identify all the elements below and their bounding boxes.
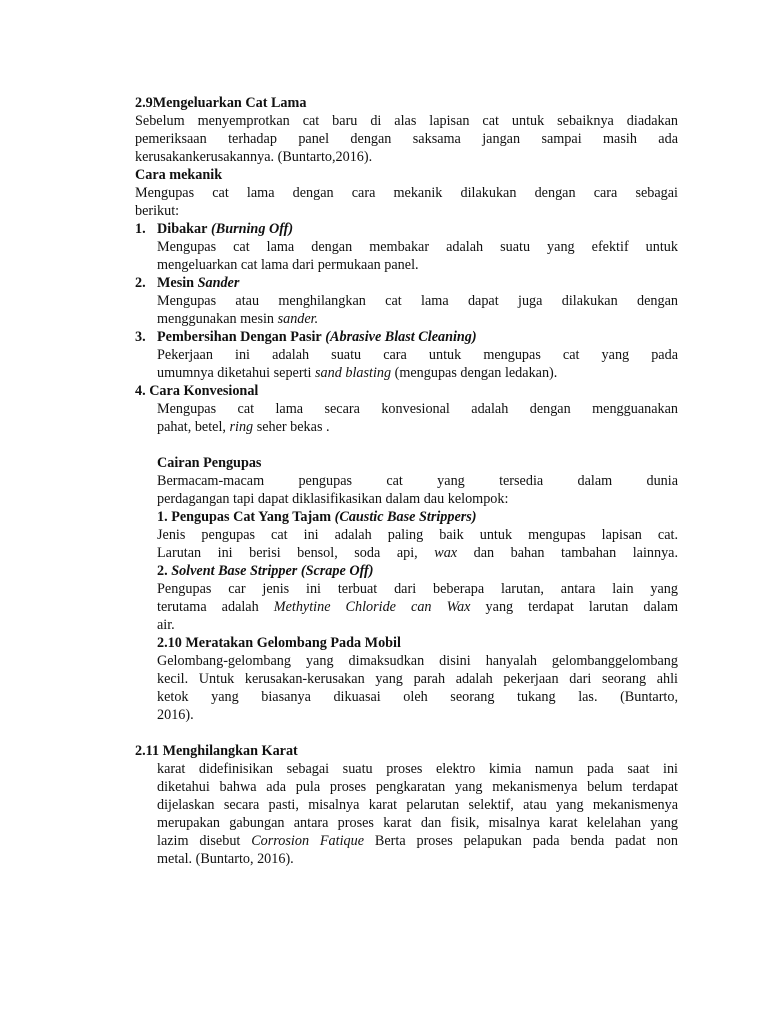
- paragraph-line: Pekerjaan ini adalah suatu cara untuk mengupas cat yang pada: [157, 347, 678, 363]
- paragraph-line: Larutan ini berisi bensol, soda api, wax dan bahan tambahan lainnya.: [157, 545, 679, 561]
- paragraph-line: Gelombang-gelombang yang dimaksudkan disini hanyalah gelombanggelombang: [157, 653, 678, 669]
- paragraph-line: metal. (Buntarto, 2016).: [157, 851, 294, 867]
- paragraph-line: diketahui bahwa ada pula proses pengkaratan yang mekanismenya belum terdapat: [157, 779, 678, 795]
- paragraph-line: kecil. Untuk kerusakan-kerusakan yang parah adalah pekerjaan dari seorang ahli: [157, 671, 678, 687]
- section-heading-2-10: 2.10 Meratakan Gelombang Pada Mobil: [157, 635, 401, 651]
- list-item-title: 1. Pengupas Cat Yang Tajam (Caustic Base Strippers): [157, 509, 477, 525]
- paragraph-line: menggunakan mesin sander.: [157, 311, 319, 327]
- paragraph-line: Mengupas cat lama dengan membakar adalah suatu yang efektif untuk: [157, 239, 678, 255]
- list-number: 1.: [135, 221, 146, 237]
- paragraph-line: dijelaskan secara pasti, misalnya karat pelarutan selektif, atau yang mekanismenya: [157, 797, 678, 813]
- paragraph-line: air.: [157, 617, 175, 633]
- list-item-title: 2. Solvent Base Stripper (Scrape Off): [157, 563, 374, 579]
- paragraph-line: berikut:: [135, 203, 180, 219]
- paragraph-line: Mengupas atau menghilangkan cat lama dapat juga dilakukan dengan: [157, 293, 678, 309]
- paragraph-line: kerusakankerusakannya. (Buntarto,2016).: [135, 149, 373, 165]
- subheading-cairan-pengupas: Cairan Pengupas: [157, 455, 262, 471]
- section-heading-2-9: 2.9Mengeluarkan Cat Lama: [135, 95, 307, 111]
- list-item-title: Dibakar (Burning Off): [157, 221, 294, 237]
- paragraph-line: merupakan gabungan antara proses karat dan fisik, misalnya karat kelelahan yang: [157, 815, 678, 831]
- paragraph-line: Jenis pengupas cat ini adalah paling baik untuk mengupas lapisan cat.: [157, 527, 678, 543]
- paragraph-line: ketok yang biasanya dikuasai oleh seorang tukang las. (Buntarto,: [157, 689, 678, 705]
- paragraph-line: Sebelum menyemprotkan cat baru di alas lapisan cat untuk sebaiknya diadakan: [135, 113, 678, 129]
- paragraph-line: Bermacam-macam pengupas cat yang tersedia dalam dunia: [157, 473, 678, 489]
- list-number: 2.: [135, 275, 146, 291]
- paragraph-line: karat didefinisikan sebagai suatu proses elektro kimia namun pada saat ini: [157, 761, 678, 777]
- paragraph-line: Mengupas cat lama dengan cara mekanik dilakukan dengan cara sebagai: [135, 185, 678, 201]
- paragraph-line: pemeriksaan terhadap panel dengan saksama jangan sampai masih ada: [135, 131, 678, 147]
- list-number: 3.: [135, 329, 146, 345]
- paragraph-line: pahat, betel, ring seher bekas .: [157, 419, 330, 435]
- paragraph-line: mengeluarkan cat lama dari permukaan panel.: [157, 257, 419, 273]
- list-item-title: 4. Cara Konvesional: [135, 383, 259, 399]
- paragraph-line: terutama adalah Methytine Chloride can Wax yang terdapat larutan dalam: [157, 599, 679, 615]
- paragraph-line: umumnya diketahui seperti sand blasting (mengupas dengan ledakan).: [157, 365, 558, 381]
- subheading-cara-mekanik: Cara mekanik: [135, 167, 223, 183]
- list-item-title: Pembersihan Dengan Pasir (Abrasive Blast Cleaning): [157, 329, 477, 345]
- list-item-title: Mesin Sander: [157, 275, 240, 291]
- paragraph-line: perdagangan tapi dapat diklasifikasikan dalam dau kelompok:: [157, 491, 509, 507]
- paragraph-line: Mengupas cat lama secara konvesional adalah dengan mengguanakan: [157, 401, 678, 417]
- section-heading-2-11: 2.11 Menghilangkan Karat: [135, 743, 298, 759]
- paragraph-line: lazim disebut Corrosion Fatique Berta proses pelapukan pada benda padat non: [157, 833, 678, 849]
- paragraph-line: Pengupas car jenis ini terbuat dari beberapa larutan, antara lain yang: [157, 581, 678, 597]
- paragraph-line: 2016).: [157, 707, 194, 723]
